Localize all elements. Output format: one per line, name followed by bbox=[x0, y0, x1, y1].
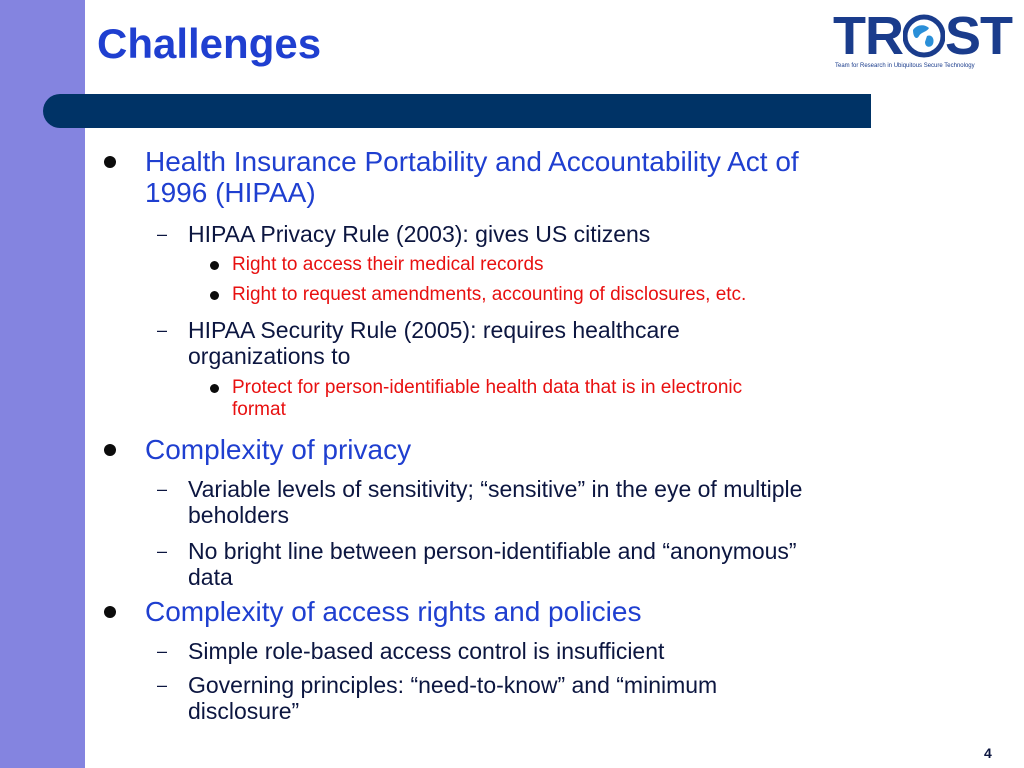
logo-text-suffix: ST bbox=[944, 6, 1012, 66]
sub-bullet-privacy-rule bbox=[157, 221, 651, 247]
bullet-dot-icon bbox=[104, 606, 116, 618]
security-rule-line1: HIPAA Security Rule (2005): requires healthcare bbox=[188, 317, 680, 343]
sub-sub-bullet-right-access bbox=[232, 254, 544, 276]
bullet-privacy bbox=[145, 434, 411, 465]
bright-line-line1: No bright line between person-identifiable and “anonymous” bbox=[188, 538, 797, 564]
logo-tagline: Team for Research in Ubiquitous Secure Technology bbox=[835, 63, 975, 69]
sensitivity-line2: beholders bbox=[188, 502, 290, 528]
sub-bullet-rbac bbox=[157, 638, 665, 664]
bullet-dot-icon bbox=[210, 384, 219, 393]
page-number: 4 bbox=[984, 745, 992, 761]
dash-icon: – bbox=[157, 541, 168, 561]
sub-sub-bullet-right-amend bbox=[232, 284, 746, 306]
bullet-dot-icon bbox=[104, 156, 116, 168]
sub-bullet-security-rule bbox=[157, 317, 680, 369]
sensitivity-line1: Variable levels of sensitivity; “sensitive” in the eye of multiple bbox=[188, 476, 803, 502]
sub-bullet-principles bbox=[157, 672, 718, 724]
logo-text-prefix: TR bbox=[833, 6, 903, 66]
sub-bullet-sensitivity bbox=[157, 476, 803, 528]
security-rule-line2: organizations to bbox=[188, 343, 351, 369]
slide-title: Challenges bbox=[97, 20, 322, 67]
protect-line2: format bbox=[232, 399, 286, 420]
dash-icon: – bbox=[157, 224, 168, 244]
protect-line1: Protect for person-identifiable health data that is in electronic bbox=[232, 377, 743, 398]
dash-icon: – bbox=[157, 479, 168, 499]
bullet-hipaa-line2: 1996 (HIPAA) bbox=[145, 177, 316, 208]
principles-line1: Governing principles: “need-to-know” and “minimum bbox=[188, 672, 718, 698]
bullet-privacy-text: Complexity of privacy bbox=[145, 434, 412, 465]
dash-icon: – bbox=[157, 641, 168, 661]
bullet-dot-icon bbox=[210, 261, 219, 270]
principles-line2: disclosure” bbox=[188, 698, 300, 724]
bullet-dot-icon bbox=[104, 444, 116, 456]
bullet-access bbox=[145, 596, 641, 627]
right-access-text: Right to access their medical records bbox=[232, 254, 544, 275]
dash-icon: – bbox=[157, 320, 168, 340]
bullet-dot-icon bbox=[210, 291, 219, 300]
dash-icon: – bbox=[157, 675, 168, 695]
right-amend-text: Right to request amendments, accounting of disclosures, etc. bbox=[232, 284, 747, 305]
privacy-rule-text: HIPAA Privacy Rule (2003): gives US citizens bbox=[188, 221, 651, 247]
rbac-text: Simple role-based access control is insufficient bbox=[188, 638, 665, 664]
bright-line-line2: data bbox=[188, 564, 233, 590]
bullet-hipaa bbox=[145, 146, 799, 208]
bullet-access-text: Complexity of access rights and policies bbox=[145, 596, 642, 627]
bullet-hipaa-line1: Health Insurance Portability and Accountability Act of bbox=[145, 146, 799, 177]
sub-sub-bullet-protect bbox=[232, 377, 742, 421]
sub-bullet-bright-line bbox=[157, 538, 797, 590]
